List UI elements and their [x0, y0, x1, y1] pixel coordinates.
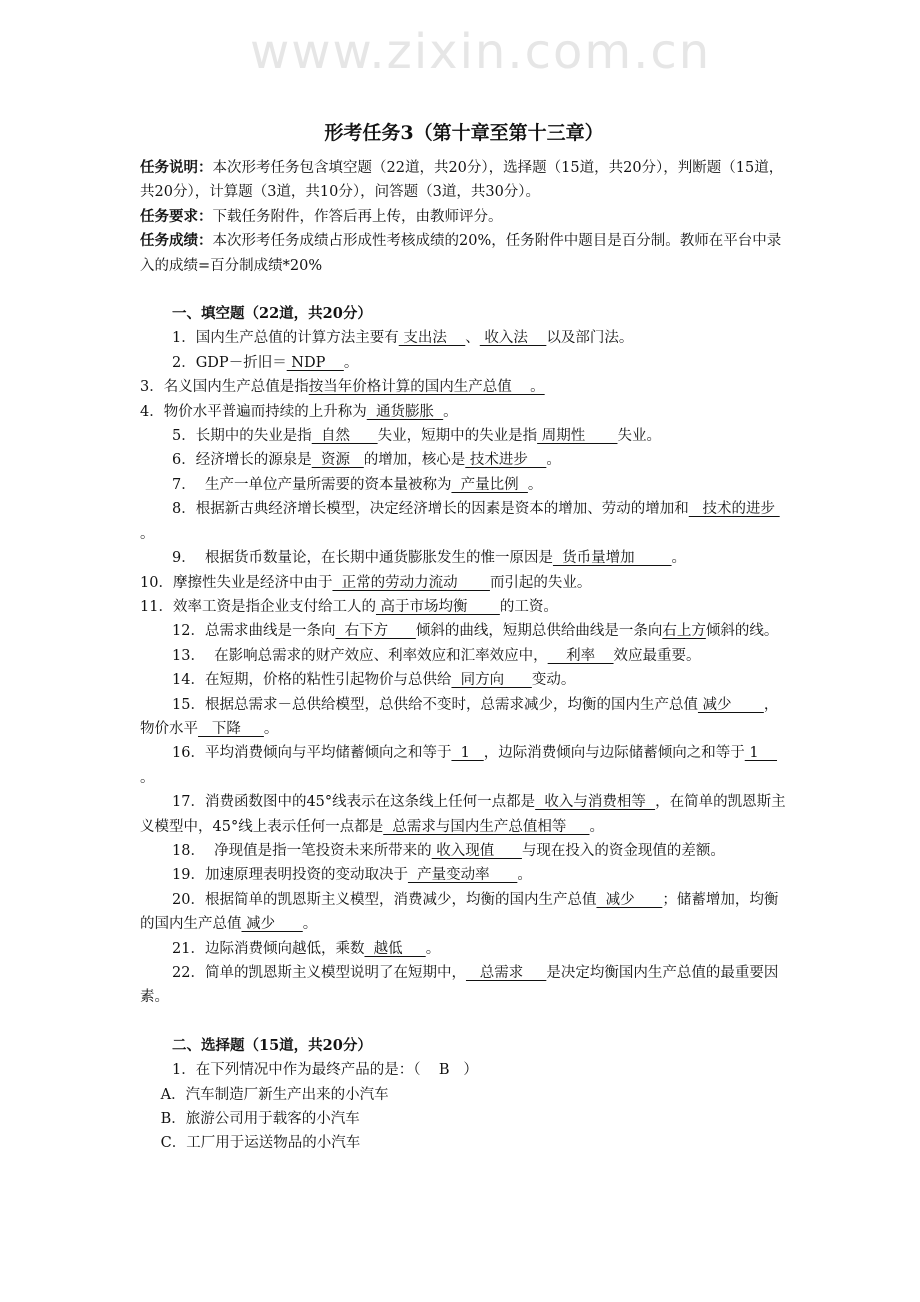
question-item — [140, 1058, 788, 1082]
answer-blank: 按当年价格计算的国内生产总值 。 — [308, 379, 545, 396]
label: 任务成绩： — [140, 232, 213, 250]
text: C．工厂用于运送物品的小汽车 — [156, 1135, 361, 1152]
answer-blank: 产量比例 — [451, 476, 528, 493]
question-item — [140, 1131, 788, 1155]
question-item — [140, 326, 788, 350]
text: 3．名义国内生产总值是指 — [140, 379, 309, 396]
answer-blank: 减少 — [697, 696, 764, 713]
answer-blank: 技术的进步 — [688, 501, 780, 518]
text: 。 — [140, 769, 155, 786]
text: ；储蓄增加，均衡的国内生产总值 — [140, 891, 779, 933]
text: 7． 生产一单位产量所需要的资本量被称为 — [172, 476, 452, 493]
text: 4．物价水平普遍而持续的上升称为 — [140, 403, 367, 420]
text: 17．消费函数图中的45°线表示在这条线上任何一点都是 — [172, 794, 536, 811]
question-item — [140, 619, 788, 643]
question-item — [140, 961, 788, 1010]
question-item — [140, 424, 788, 448]
text: 。 — [140, 525, 155, 542]
text: ，边际消费倾向与边际储蓄倾向之和等于 — [483, 745, 745, 762]
text: 12．总需求曲线是一条向 — [172, 623, 336, 640]
text: 1．国内生产总值的计算方法主要有 — [172, 330, 399, 347]
text: 2．GDP－折旧＝ — [172, 354, 287, 371]
question-item — [140, 571, 788, 595]
text: ，物价水平 — [140, 696, 779, 737]
answer-blank: 周期性 — [537, 428, 618, 445]
text: 13． 在影响总需求的财产效应、利率效应和汇率效应中， — [172, 647, 548, 664]
answer-blank: 总需求与国内生产总值相等 — [383, 818, 590, 835]
question-item — [140, 937, 788, 961]
answer-blank: 收入法 — [479, 330, 547, 347]
question-item — [140, 790, 788, 839]
text: 22．简单的凯恩斯主义模型说明了在短期中， — [172, 965, 466, 981]
question-item — [140, 473, 788, 497]
text: 。 — [527, 476, 543, 493]
answer-blank: 正常的劳动力流动 — [332, 574, 490, 591]
text: 6．经济增长的源泉是 — [172, 452, 312, 469]
question-item — [140, 375, 788, 399]
answer-blank: 1 — [744, 745, 778, 762]
text: 。 — [589, 818, 604, 835]
question-item — [140, 741, 788, 790]
text: 。 — [425, 940, 441, 957]
text: 本次形考任务成绩占形成性考核成绩的20%，任务附件中题目是百分制。教师在平台中录入的成绩=百分制成绩*20% — [140, 233, 782, 274]
section-heading-fill-in: 一、填空题（22道，共20分） — [172, 305, 372, 323]
text: 。 — [302, 916, 318, 933]
answer-blank: 技术进步 — [465, 452, 547, 469]
question-item — [140, 400, 788, 424]
answer-blank: NDP — [286, 354, 344, 371]
question-item — [140, 595, 788, 619]
label: 任务要求： — [140, 207, 213, 225]
text: 8．根据新古典经济增长模型，决定经济增长的因素是资本的增加、劳动的增加和 — [172, 501, 689, 518]
text: 下载任务附件，作答后再上传，由教师评分。 — [212, 208, 503, 225]
document-page — [140, 118, 788, 1156]
question-item — [140, 693, 788, 742]
text: 变动。 — [531, 672, 576, 689]
answer-blank: 1 — [451, 745, 484, 762]
question-item — [140, 351, 788, 375]
text: A．汽车制造厂新生产出来的小汽车 — [156, 1086, 389, 1103]
text: 19．加速原理表明投资的变动取决于 — [172, 867, 408, 884]
question-item — [140, 1107, 788, 1131]
text: 16．平均消费倾向与平均储蓄倾向之和等于 — [172, 745, 452, 762]
text: ，在简单的凯恩斯主义模型中，45°线上表示任何一点都是 — [140, 794, 786, 835]
text: 。 — [517, 867, 532, 884]
intro-paragraph — [140, 156, 788, 205]
intro-paragraph — [140, 205, 788, 229]
answer-blank: 利率 — [547, 647, 614, 664]
question-item — [140, 888, 788, 937]
watermark: www.zixin.com.cn — [250, 24, 712, 80]
text: 本次形考任务包含填空题（22道，共20分），选择题（15道，共20分），判断题（15道，共20分），计算题（3道，共10分），问答题（3道，共30分）。 — [140, 160, 784, 201]
answer-blank: 货币量增加 — [552, 550, 672, 567]
text: 以及部门法。 — [546, 330, 634, 347]
answer-blank: 收入与消费相等 — [535, 794, 656, 811]
text: 。 — [343, 354, 359, 371]
text: 、 — [465, 330, 480, 347]
question-item — [140, 1083, 788, 1107]
text: 14．在短期，价格的粘性引起物价与总供给 — [172, 672, 452, 689]
answer-blank: 减少 — [596, 891, 663, 908]
text: 18． 净现值是指一笔投资未来所带来的 — [172, 842, 432, 859]
answer-blank: 支出法 — [398, 330, 466, 347]
text: 9． 根据货币数量论，在长期中通货膨胀发生的惟一原因是 — [172, 550, 553, 567]
question-item — [140, 448, 788, 472]
text: B．旅游公司用于载客的小汽车 — [156, 1111, 360, 1128]
fill-in-questions — [140, 326, 788, 1009]
answer-blank: 自然 — [311, 428, 378, 445]
text: 15．根据总需求－总供给模型，总供给不变时，总需求减少，均衡的国内生产总值 — [172, 696, 698, 713]
text: 倾斜的曲线，短期总供给曲线是一条向 — [415, 623, 663, 640]
text: 与现在投入的资金现值的差额。 — [521, 842, 725, 859]
task-intro — [140, 156, 788, 278]
text: 。 — [263, 720, 279, 737]
question-item — [140, 668, 788, 692]
answer-blank: 收入现值 — [431, 842, 522, 859]
text: 。 — [671, 550, 687, 567]
text: 而引起的失业。 — [489, 574, 592, 591]
text: 失业。 — [617, 428, 661, 445]
section-heading-choice: 二、选择题（15道，共20分） — [172, 1036, 372, 1054]
text: 。 — [546, 452, 561, 469]
answer-blank: 高于市场均衡 — [375, 598, 500, 615]
text: 的工资。 — [499, 598, 558, 615]
question-item — [140, 546, 788, 570]
answer-blank: 资源 — [311, 452, 364, 469]
answer-blank: 越低 — [364, 940, 426, 957]
text: 11．效率工资是指企业支付给工人的 — [140, 598, 376, 615]
text: 10．摩擦性失业是经济中由于 — [140, 574, 333, 591]
answer-blank: 产量变动率 — [407, 867, 518, 884]
answer-blank: 下降 — [198, 720, 264, 737]
answer-blank: 通货膨胀 — [366, 403, 444, 420]
question-item — [140, 644, 788, 668]
text: 1．在下列情况中作为最终产品的是：（ B ） — [172, 1062, 478, 1079]
text: 20．根据简单的凯恩斯主义模型，消费减少，均衡的国内生产总值 — [172, 891, 597, 908]
text: 5．长期中的失业是指 — [172, 428, 312, 445]
text: 的增加，核心是 — [363, 452, 466, 469]
text: 21．边际消费倾向越低，乘数 — [172, 940, 365, 957]
answer-blank: 右下方 — [335, 623, 416, 640]
question-item — [140, 839, 788, 863]
question-item — [140, 497, 788, 546]
question-item — [140, 863, 788, 887]
intro-paragraph — [140, 229, 788, 278]
choice-questions — [140, 1058, 788, 1156]
text: 。 — [443, 403, 458, 420]
label: 任务说明： — [140, 159, 213, 176]
text: 倾斜的线。 — [705, 623, 779, 640]
text: 失业，短期中的失业是指 — [377, 428, 538, 445]
answer-blank: 减少 — [241, 916, 303, 933]
answer-blank: 右上方 — [662, 623, 706, 640]
answer-blank: 总需求 — [465, 965, 547, 981]
text: 是决定均衡国内生产总值的最重要因素。 — [140, 965, 779, 1006]
text: 效应最重要。 — [613, 647, 701, 664]
page-title: 形考任务3（第十章至第十三章） — [324, 122, 604, 144]
answer-blank: 同方向 — [451, 672, 532, 689]
